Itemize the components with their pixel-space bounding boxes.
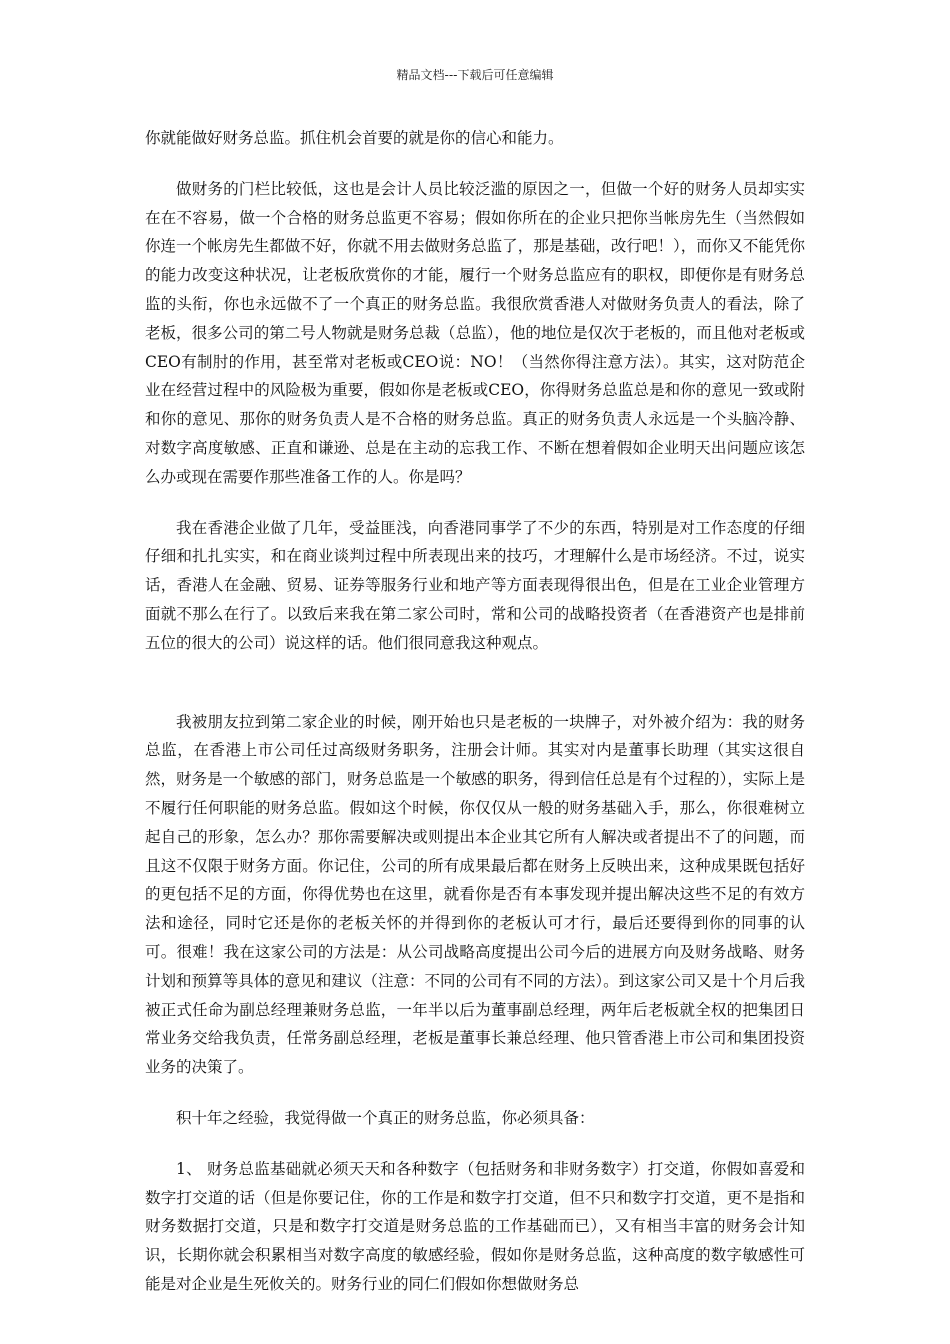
document-body xyxy=(145,124,805,1299)
list-item-1: 1、 财务总监基础就必须天天和各种数字（包括财务和非财务数字）打交道，你假如喜爱和数字打交道的话（但是你要记住，你的工作是和数字打交道，但不只和数字打交道，更不是指和财务数据打交道，只是和数字打交道是财务总监的工作基础而已），又有相当丰富的财务会计知识，长期你就会积累相当对数字高度的敏感经验，假如你是财务总监，这种高度的数字敏感性可能是对企业是生死攸关的。财务行业的同仁们假如你想做财务总 xyxy=(145,1159,805,1293)
paragraph-second-company: 我被朋友拉到第二家企业的时候，刚开始也只是老板的一块牌子，对外被介绍为：我的财务总监，在香港上市公司任过高级财务职务，注册会计师。其实对内是董事长助理（其实这很自然，财务是一个敏感的部门，财务总监是一个敏感的职务，得到信任总是有个过程的），实际上是不履行任何职能的财务总监。假如这个时候，你仅仅从一般的财务基础入手，那么，你很难树立起自己的形象，怎么办？那你需要解决或则提出本企业其它所有人解决或者提出不了的问题，而且这不仅限于财务方面。你记住，公司的所有成果最后都在财务上反映出来，这种成果既包括好的更包括不足的方面，你得优势也在这里，就看你是否有本事发现并提出解决这些不足的有效方法和途径，同时它还是你的老板关怀的并得到你的老板认可才行，最后还要得到你的同事的认可。很难！我在这家公司的方法是：从公司战略高度提出公司今后的进展方向及财务战略、财务计划和预算等具体的意见和建议（注意：不同的公司有不同的方法）。到这家公司又是十个月后我被正式任命为副总经理兼财务总监，一年半以后为董事副总经理，两年后老板就全权的把集团日常业务交给我负责，任常务副总经理，老板是董事长兼总经理、他只管香港上市公司和集团投资业务的决策了。 xyxy=(145,712,805,1077)
paragraph-requirements-intro: 积十年之经验，我觉得做一个真正的财务总监，你必须具备： xyxy=(176,1108,595,1127)
paragraph-finance-threshold: 做财务的门栏比较低，这也是会计人员比较泛滥的原因之一，但做一个好的财务人员却实实在在不容易，做一个合格的财务总监更不容易；假如你所在的企业只把你当帐房先生（当然假如你连一个帐房先生都做不好，你就不用去做财务总监了，那是基础，改行吧！），而你又不能凭你的能力改变这种状况，让老板欣赏你的才能，履行一个财务总监应有的职权，即便你是有财务总监的头衔，你也永远做不了一个真正的财务总监。我很欣赏香港人对做财务负责人的看法，除了老板，很多公司的第二号人物就是财务总裁（总监），他的地位是仅次于老板的，而且他对老板或CEO有制肘的作用，甚至常对老板或CEO说：NO！（当然你得注意方法）。其实，这对防范企业在经营过程中的风险极为重要，假如你是老板或CEO，你得财务总监总是和你的意见一致或附和你的意见、那你的财务负责人是不合格的财务总监。真正的财务负责人永远是一个头脑冷静、对数字高度敏感、正直和谦逊、总是在主动的忘我工作、不断在想着假如企业明天出问题应该怎么办或现在需要作那些准备工作的人。你是吗？ xyxy=(145,179,805,486)
paragraph-hongkong-experience: 我在香港企业做了几年，受益匪浅，向香港同事学了不少的东西，特别是对工作态度的仔细仔细和扎扎实实，和在商业谈判过程中所表现出来的技巧，才理解什么是市场经济。不过，说实话，香港人在金融、贸易、证券等服务行业和地产等方面表现得很出色，但是在工业企业管理方面就不那么在行了。以致后来我在第二家公司时，常和公司的战略投资者（在香港资产也是排前五位的很大的公司）说这样的话。他们很同意我这种观点。 xyxy=(145,518,805,652)
paragraph-continuation: 你就能做好财务总监。抓住机会首要的就是你的信心和能力。 xyxy=(145,129,564,147)
page-header: 精品文档---下载后可任意编辑 xyxy=(396,68,554,82)
